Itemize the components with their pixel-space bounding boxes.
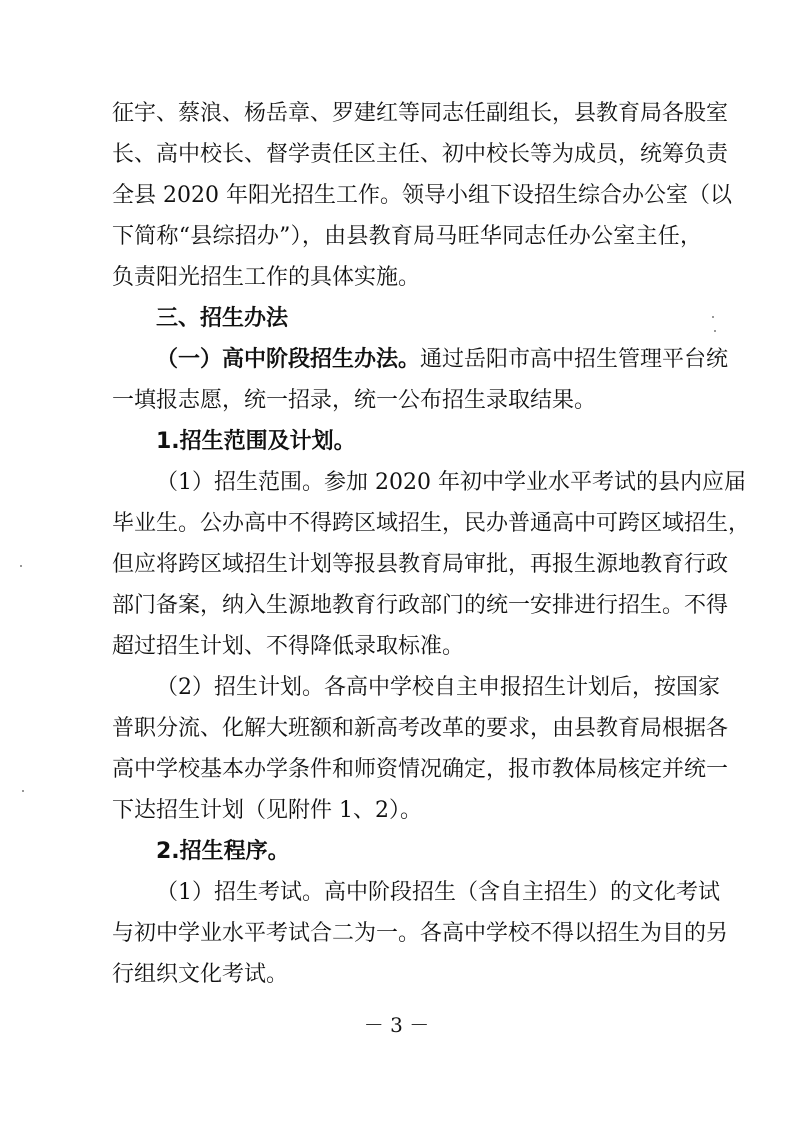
text-line: 下达招生计划（见附件 1、2）。 (112, 798, 422, 823)
text-line: 但应将跨区域招生计划等报县教育局审批，再报生源地教育行政 (112, 552, 729, 577)
scan-speck (22, 790, 24, 792)
scan-speck (712, 316, 714, 318)
subsection-heading: （一）高中阶段招生办法。 (156, 347, 421, 372)
text-line: 征宇、蔡浪、杨岳章、罗建红等同志任副组长，县教育局各股室 (112, 101, 729, 126)
item-heading: 1.招生范围及计划。 (156, 429, 356, 454)
text-line: 部门备案，纳入生源地教育行政部门的统一安排进行招生。不得 (112, 593, 729, 618)
text-line: 超过招生计划、不得降低录取标准。 (112, 634, 465, 659)
subsection-paragraph (156, 345, 729, 375)
item-heading: 2.招生程序。 (156, 839, 290, 864)
scan-speck (714, 330, 716, 332)
section-heading: 三、招生办法 (156, 306, 289, 331)
text-line: 普职分流、化解大班额和新高考改革的要求，由县教育局根据各 (112, 716, 729, 741)
text-line: 长、高中校长、督学责任区主任、初中校长等为成员，统筹负责 (112, 142, 729, 167)
text-segment: 通过岳阳市高中招生管理平台统 (420, 347, 729, 372)
text-line: （1）招生范围。参加 2020 年初中学业水平考试的县内应届 (156, 470, 746, 495)
text-line: 全县 2020 年阳光招生工作。领导小组下设招生综合办公室（以 (112, 183, 732, 208)
text-line: 与初中学业水平考试合二为一。各高中学校不得以招生为目的另 (112, 921, 729, 946)
text-line: 负责阳光招生工作的具体实施。 (112, 265, 421, 290)
scan-speck (20, 565, 22, 567)
page-number: － 3 － (363, 1013, 430, 1037)
text-line: 行组织文化考试。 (112, 962, 289, 987)
text-line: （1）招生考试。高中阶段招生（含自主招生）的文化考试 (156, 880, 720, 905)
text-line: 高中学校基本办学条件和师资情况确定，报市教体局核定并统一 (112, 757, 729, 782)
text-line: 一填报志愿，统一招录，统一公布招生录取结果。 (112, 388, 597, 413)
text-line: （2）招生计划。各高中学校自主申报招生计划后，按国家 (156, 675, 720, 700)
text-line: 下简称“县综招办”），由县教育局马旺华同志任办公室主任， (112, 224, 702, 249)
text-line: 毕业生。公办高中不得跨区域招生，民办普通高中可跨区域招生， (112, 511, 751, 536)
